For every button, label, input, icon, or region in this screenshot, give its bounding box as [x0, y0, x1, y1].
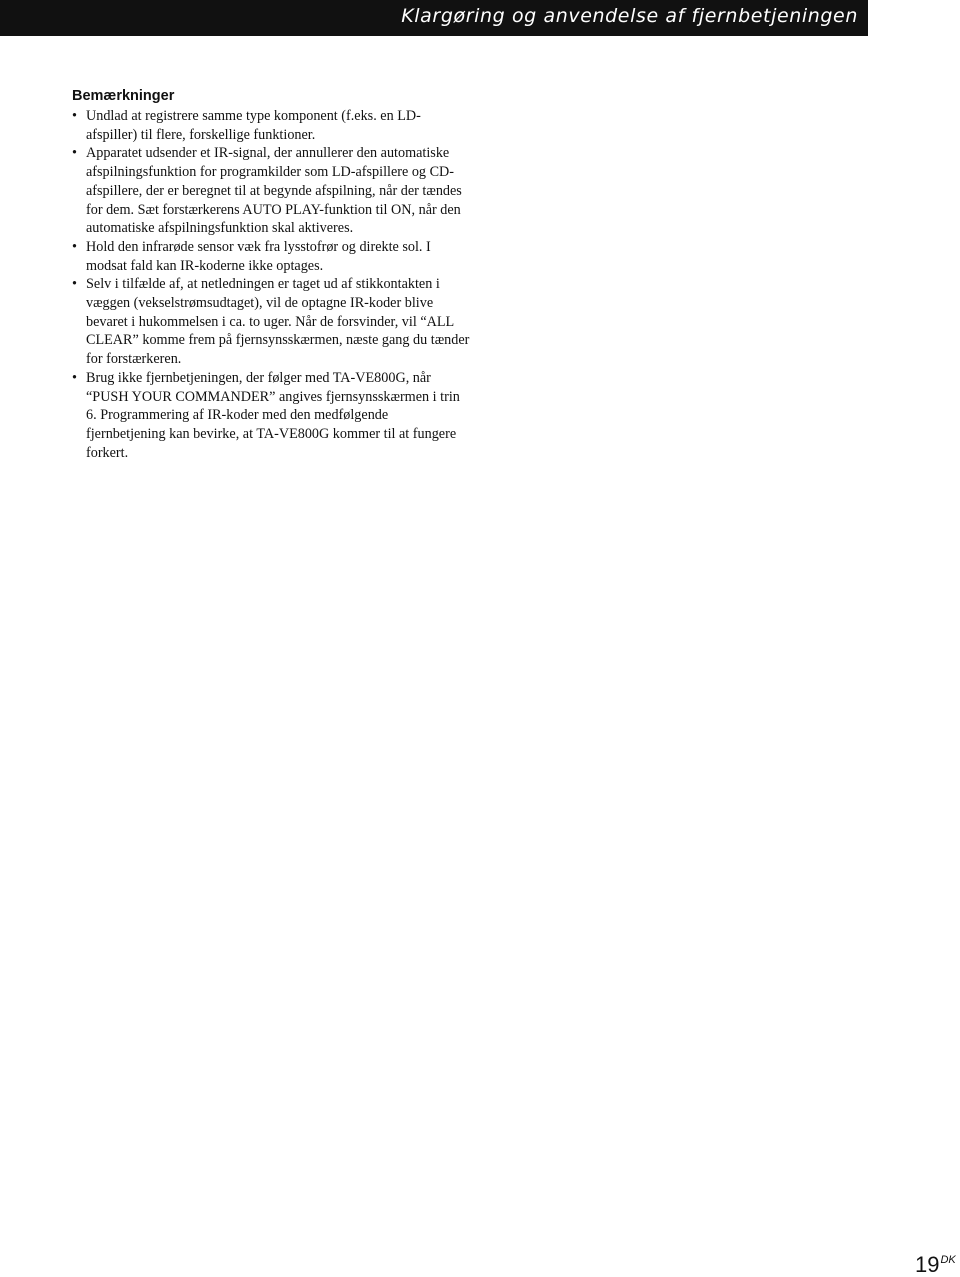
page-number-value: 19 [915, 1252, 940, 1277]
page-number [915, 1248, 956, 1277]
note-item [70, 144, 470, 238]
bullet-icon: • [72, 238, 77, 255]
section-header-bar [0, 0, 868, 36]
bullet-icon: • [72, 369, 77, 386]
section-title: Klargøring og anvendelse af fjernbetjeningen [401, 5, 858, 27]
note-text: Selv i tilfælde af, at netledningen er taget ud af stikkontakten i væggen (vekselstrømsudtaget), vil de optagne IR-koder blive bevaret i hukommelsen i ca. to uger. Når de forsvinder, vil “ALL CLEAR” komme frem på fjernsynsskærmen, næste gang du tænder for forstærkeren. [86, 276, 470, 368]
note-text: Apparatet udsender et IR-signal, der annullerer den automatiske afspilningsfunktion for programkilder som LD-afspillere og CD-afspillere, der er beregnet til at begynde afspilning, når der tændes for dem. Sæt forstærkerens AUTO PLAY-funktion til ON, når den automatiske afspilningsfunktion skal aktiveres. [86, 145, 462, 237]
note-text: Undlad at registrere samme type komponent (f.eks. en LD-afspiller) til flere, forskellige funktioner. [86, 108, 421, 143]
note-item [70, 107, 470, 144]
bullet-icon: • [72, 108, 77, 124]
note-item [70, 275, 470, 369]
notes-list [70, 107, 470, 462]
note-text: Hold den infrarøde sensor væk fra lysstofrør og direkte sol. I modsat fald kan IR-koderne ikke optages. [86, 238, 431, 274]
notes-heading: Bemærkninger [72, 88, 175, 104]
bullet-icon: • [72, 145, 77, 162]
note-item [70, 369, 470, 463]
note-text: Brug ikke fjernbetjeningen, der følger med TA-VE800G, når “PUSH YOUR COMMANDER” angives fjernsynsskærmen i trin 6. Programmering af IR-koder med den medfølgende fjernbetjening kan bevirke, at TA-VE800G kommer til at fungere forkert. [86, 369, 460, 461]
bullet-icon: • [72, 276, 77, 293]
page-language-suffix: DK [940, 1254, 956, 1266]
notes-section [70, 86, 470, 462]
note-item [70, 238, 470, 275]
